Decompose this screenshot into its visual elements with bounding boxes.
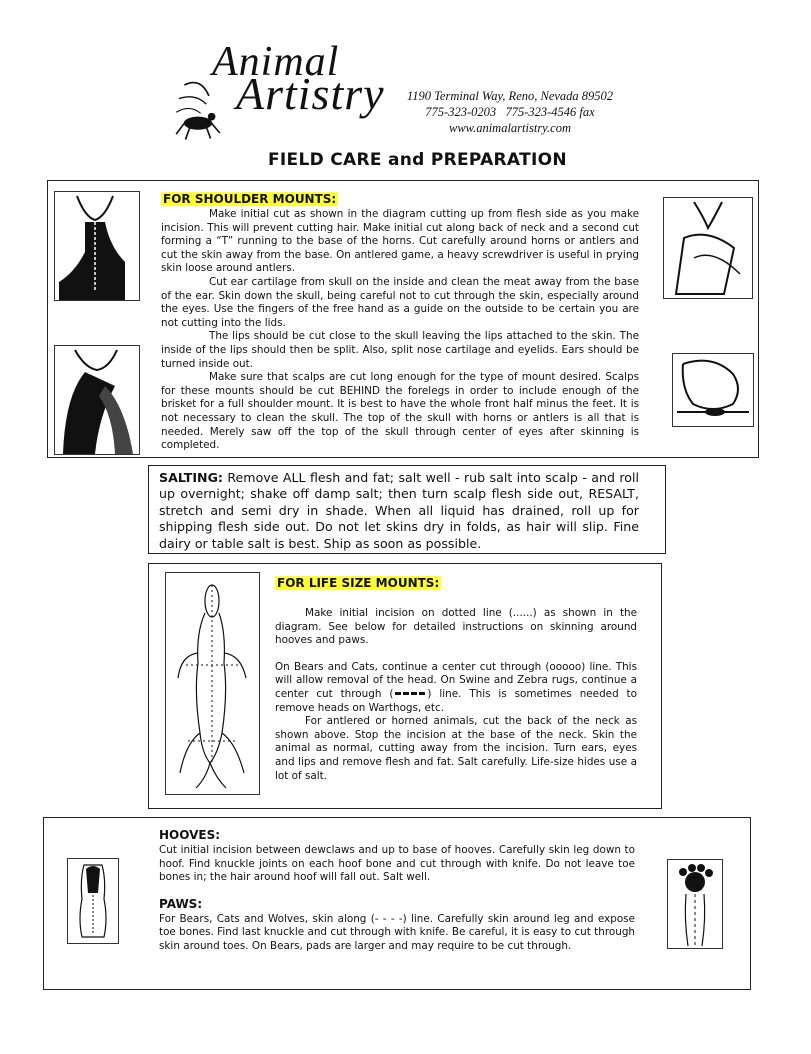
logo-line-1: Animal — [212, 39, 340, 85]
website[interactable]: www.animalartistry.com — [448, 121, 571, 135]
paws-text: For Bears, Cats and Wolves, skin along (- - - -) line. Carefully skin around leg and expose toe bones. Find last knuckle and cut through with knife. Be careful, it is easy to cut through skin around toes. On Bears, pads are larger and may require to be cut through. — [159, 912, 635, 952]
paws-heading: PAWS: — [159, 896, 203, 911]
dash-line-symbol — [395, 692, 425, 695]
deer-head-skinning-icon — [55, 346, 139, 454]
deer-shoulder-incision-icon — [55, 192, 139, 300]
paw-diagram — [667, 859, 723, 949]
logo-line-2: Artistry — [236, 68, 385, 119]
contact-block — [380, 88, 640, 136]
shoulder-paragraph-1: Make initial cut as shown in the diagram cutting up from flesh side as you make incision. This will prevent cutting hair. Make initial cut along back of neck and a second cut forming a “T” running to the base of the horns. Cut carefully around horns or antlers and cut the skin away from the base. On antlered game, a heavy screwdriver is useful in prying skin loose around antlers. — [161, 208, 639, 275]
hoof-diagram — [67, 858, 119, 944]
fax: 775-323-4546 fax — [505, 105, 595, 119]
shoulder-paragraph-4: Make sure that scalps are cut long enough for the type of mount desired. Scalps for these mounts should be cut BEHIND the forelegs in order to include enough of the brisket for a full shoulder mount. It is best to have the whole front half minus the feet. It is not necessary to clean the skull. The top of the skull with horns or antlers is all that is needed. Merely saw off the top of the skull through center of eyes after skinning is completed. — [161, 371, 639, 452]
phone: 775-323-0203 — [425, 105, 497, 119]
life-size-paragraph-1: Make initial incision on dotted line (......) as shown in the diagram. See below for detailed instructions on skinning around hooves and paws. — [275, 607, 637, 647]
animal-outline-diagram-icon — [166, 573, 259, 794]
shoulder-mounts-heading: FOR SHOULDER MOUNTS: — [163, 192, 337, 206]
shoulder-diagram-2 — [54, 345, 140, 455]
shoulder-diagram-1 — [54, 191, 140, 301]
hooves-text: Cut initial incision between dewclaws and up to base of hooves. Carefully skin leg down to hoof. Find knuckle joints on each hoof bone and cut through with knife. Do not leave toe bones in; the hair around hoof will fall out. Salt well. — [159, 844, 635, 884]
paw-diagram-icon — [668, 860, 722, 948]
phones — [380, 104, 640, 120]
hoof-diagram-icon — [68, 859, 118, 943]
life-size-paragraph-3: For antlered or horned animals, cut the back of the neck as shown above. Stop the incision at the base of the neck. Skin the animal as normal, cutting away from the incision. Turn ears, eyes and lips and remove flesh and fat. Salt carefully. Life-size hides use a lot of salt. — [275, 715, 637, 782]
shoulder-mounts-content — [161, 192, 639, 453]
hooves-paws-content — [159, 828, 635, 954]
life-size-heading: FOR LIFE SIZE MOUNTS: — [277, 576, 440, 590]
shoulder-paragraph-3: The lips should be cut close to the skull leaving the lips attached to the skin. The inside of the lips should then be split. Also, split nose cartilage and eyelids. Ears should be turned inside out. — [161, 330, 639, 370]
life-size-paragraph-2: On Bears and Cats, continue a center cut through (ooooo) line. This will allow removal of the head. On Swine and Zebra rugs, continue a center cut through ( ) line. This is sometimes needed to remove heads on Warthogs, etc. — [275, 660, 637, 714]
life-size-diagram — [165, 572, 260, 795]
salting-content — [159, 470, 639, 552]
shoulder-diagram-3 — [663, 197, 753, 299]
lip-cutting-icon — [673, 354, 753, 426]
salting-text: Remove ALL flesh and fat; salt well - rub salt into scalp - and roll up overnight; shake off damp salt; then turn scalp flesh side out, RESALT, stretch and semi dry in shade. When all liquid has drained, roll up for shipping flesh side out. Do not let skins dry in folds, as hair will slip. Fine dairy or table salt is best. Ship as soon as possible. — [159, 470, 639, 551]
hooves-heading: HOOVES: — [159, 828, 221, 842]
antler-skinning-icon — [664, 198, 752, 298]
life-size-content — [275, 576, 637, 783]
shoulder-diagram-4 — [672, 353, 754, 427]
shoulder-paragraph-2: Cut ear cartilage from skull on the inside and clean the meat away from the base of the ear. Skin down the skull, being careful not to cut through the skin, especially around the eyes. Use the fingers of the free hand as a guide on the outside to be certain you are not cutting into the lids. — [161, 275, 639, 329]
salting-heading: SALTING: — [159, 470, 223, 485]
page-title: FIELD CARE and PREPARATION — [268, 150, 567, 170]
address: 1190 Terminal Way, Reno, Nevada 89502 — [406, 89, 614, 103]
